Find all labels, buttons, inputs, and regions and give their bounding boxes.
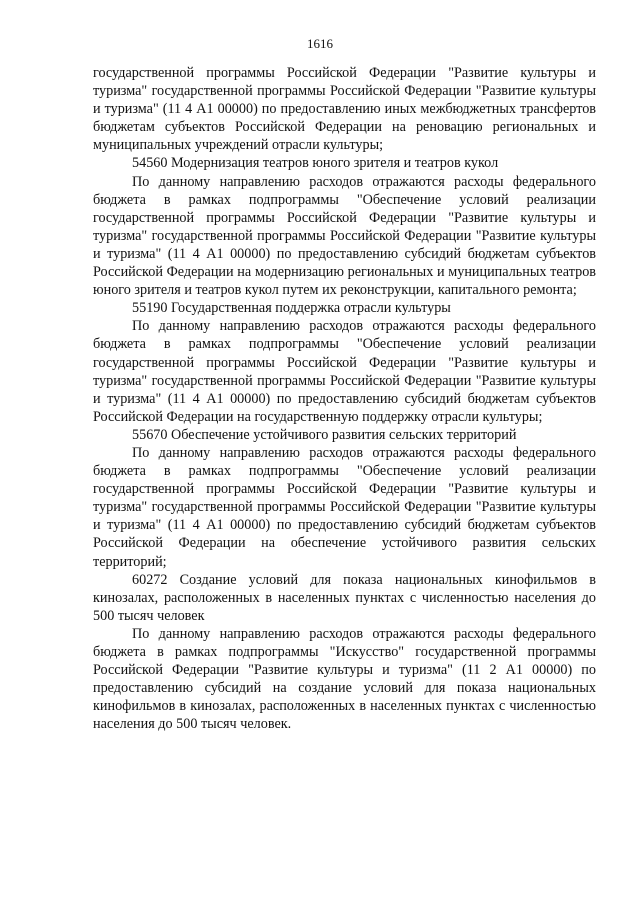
section-body-54560: По данному направлению расходов отражаются расходы федерального бюджета в рамках подпрограммы "Обеспечение условий реализации государственной программы Российской Федерации "Развитие культуры и туризма" государственной программы Российской Федерации "Развитие культуры и туризма" (11 4 А1 00000) по предоставлению субсидий бюджетам субъектов Российской Федерации на модернизацию региональных и муниципальных театров юного зрителя и театров кукол путем их реконструкции, капитального ремонта; (93, 173, 596, 299)
section-heading-54560: 54560 Модернизация театров юного зрителя и театров кукол (132, 155, 499, 172)
document-body (93, 64, 596, 733)
section-heading-60272: 60272 Создание условий для показа национальных кинофильмов в кинозалах, расположенных в населенных пунктах с численностью населения до 500 тысяч человек (93, 571, 596, 624)
section-body-55190: По данному направлению расходов отражаются расходы федерального бюджета в рамках подпрограммы "Обеспечение условий реализации государственной программы Российской Федерации "Развитие культуры и туризма" государственной программы Российской Федерации "Развитие культуры и туризма" (11 4 А1 00000) по предоставлению субсидий бюджетам субъектов Российской Федерации на государственную поддержку отрасли культуры; (93, 318, 596, 425)
section-body-60272: По данному направлению расходов отражаются расходы федерального бюджета в рамках подпрограммы "Искусство" государственной программы Российской Федерации "Развитие культуры и туризма" (11 2 А1 00000) по предоставлению субсидий на создание условий для показа национальных кинофильмов в кинозалах, расположенных в населенных пунктах с численностью населения до 500 тысяч человек. (93, 625, 596, 733)
page-number: 1616 (307, 36, 333, 51)
continuation-paragraph: государственной программы Российской Федерации "Развитие культуры и туризма" государственной программы Российской Федерации "Развитие культуры и туризма" (11 4 А1 00000) по предоставлению иных межбюджетных трансфертов бюджетам субъектов Российской Федерации на реновацию региональных и муниципальных учреждений отрасли культуры; (93, 65, 596, 154)
section-heading-55670: 55670 Обеспечение устойчивого развития сельских территорий (132, 426, 517, 443)
section-heading-55190: 55190 Государственная поддержка отрасли культуры (132, 300, 451, 317)
section-body-55670: По данному направлению расходов отражаются расходы федерального бюджета в рамках подпрограммы "Обеспечение условий реализации государственной программы Российской Федерации "Развитие культуры и туризма" государственной программы Российской Федерации "Развитие культуры и туризма" (11 4 А1 00000) по предоставлению субсидий бюджетам субъектов Российской Федерации на обеспечение устойчивого развития сельских территорий; (93, 444, 596, 570)
